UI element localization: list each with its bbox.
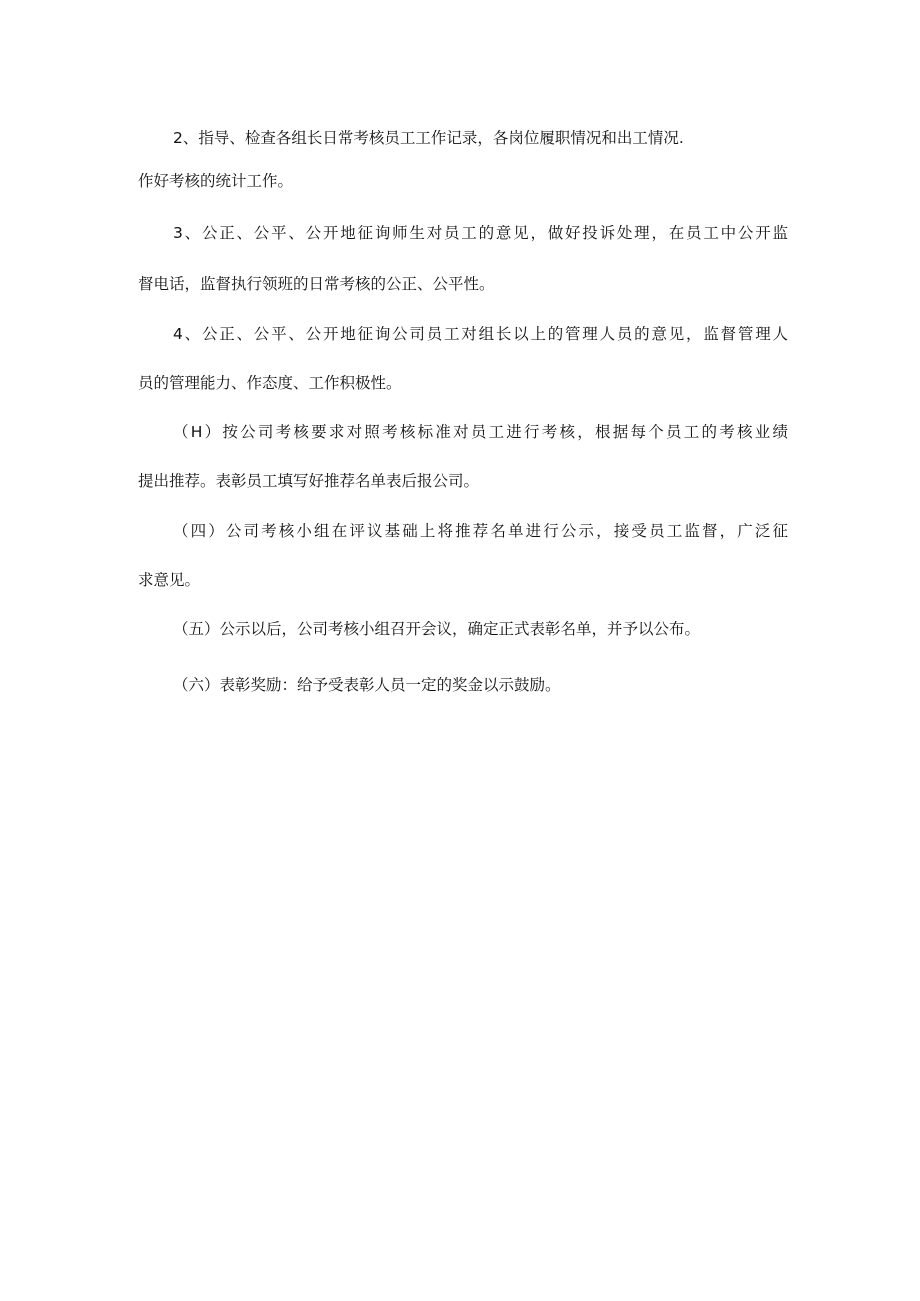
- paragraph-six-line-1: （六）表彰奖励：给予受表彰人员一定的奖金以示鼓励。: [173, 676, 561, 694]
- paragraph-four-line-1: （四）公司考核小组在评议基础上将推荐名单进行公示，接受员工监督，广泛征: [173, 522, 788, 540]
- paragraph-h-line-1: （H）按公司考核要求对照考核标准对员工进行考核，根据每个员工的考核业绩: [173, 423, 788, 441]
- paragraph-four-line-2: 求意见。: [138, 571, 201, 589]
- paragraph-4-line-1: 4、公正、公平、公开地征询公司员工对组长以上的管理人员的意见，监督管理人: [173, 325, 788, 343]
- paragraph-2-line-1: 2、指导、检查各组长日常考核员工工作记录，各岗位履职情况和出工情况.: [173, 129, 684, 147]
- paragraph-3-line-2: 督电话，监督执行领班的日常考核的公正、公平性。: [138, 275, 495, 293]
- paragraph-five-line-1: （五）公示以后，公司考核小组召开会议，确定正式表彰名单，并予以公布。: [173, 620, 701, 638]
- paragraph-h-line-2: 提出推荐。表彰员工填写好推荐名单表后报公司。: [138, 472, 480, 490]
- paragraph-3-line-1: 3、公正、公平、公开地征询师生对员工的意见，做好投诉处理，在员工中公开监: [173, 224, 788, 242]
- paragraph-4-line-2: 员的管理能力、作态度、工作积极性。: [138, 374, 402, 392]
- paragraph-2-line-2: 作好考核的统计工作。: [138, 172, 294, 190]
